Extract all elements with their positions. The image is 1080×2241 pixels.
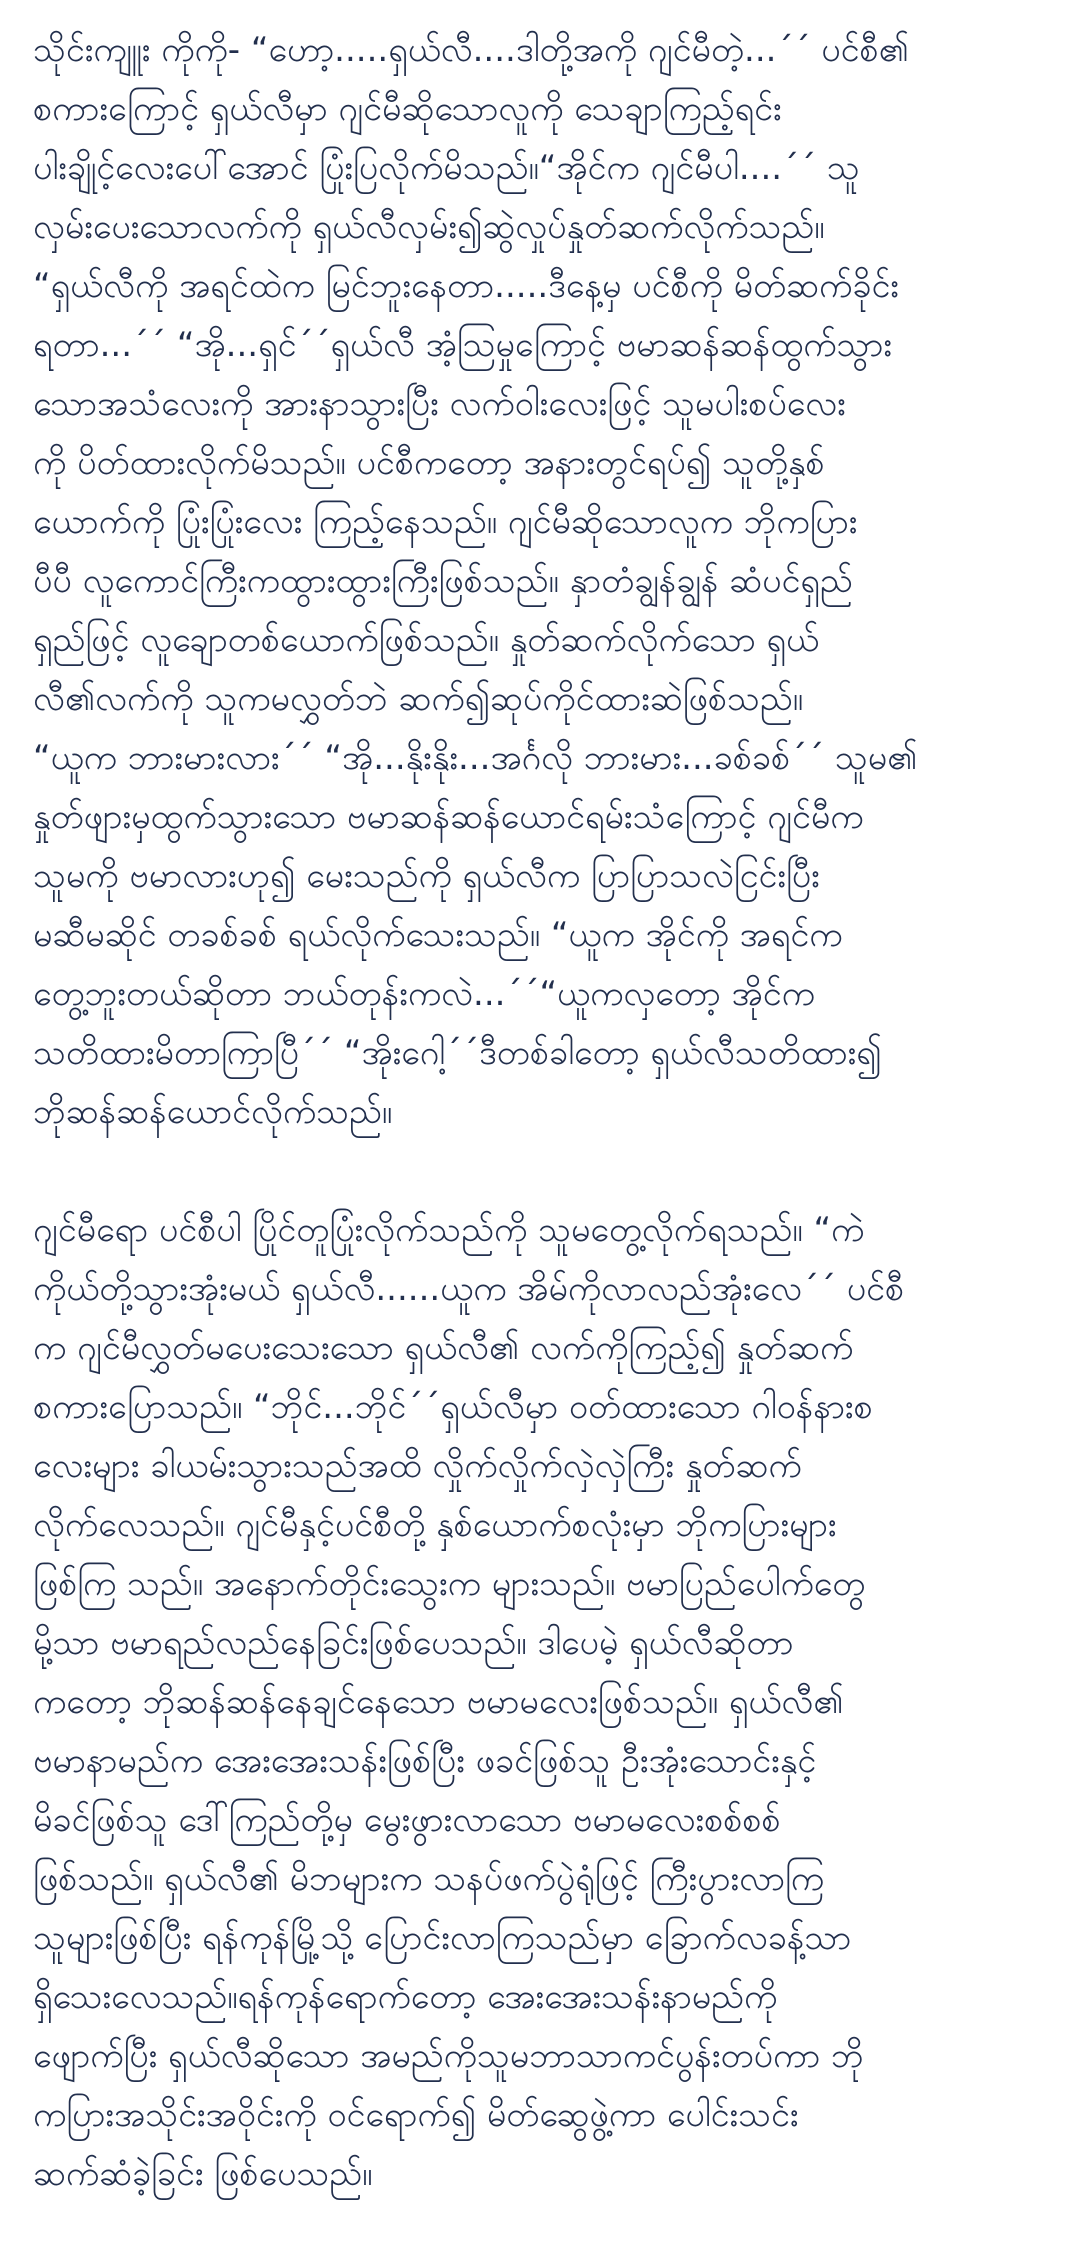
paragraph — [33, 1201, 1047, 2204]
text-line: လေးများ ခါယမ်းသွားသည်အထိ လှိုက်လှိုက်လှဲလှဲကြီး နှုတ်ဆက် — [33, 1446, 802, 1486]
text-line: မို့သာ ဗမာရည်လည်နေခြင်းဖြစ်ပေသည်။ ဒါပေမဲ့ ရှယ်လီဆိုတာ — [33, 1623, 794, 1663]
text-line: ဘိုဆန်ဆန်ယောင်လိုက်သည်။ — [33, 1092, 393, 1132]
text-line: ရှည်ဖြင့် လူချောတစ်ယောက်ဖြစ်သည်။ နှုတ်ဆက်လိုက်သော ရှယ် — [33, 620, 820, 660]
text-line: ကတော့ ဘိုဆန်ဆန်နေချင်နေသော ဗမာမလေးဖြစ်သည်။ ရှယ်လီ၏ — [33, 1682, 844, 1722]
text-line: မဆီမဆိုင် တခစ်ခစ် ရယ်လိုက်သေးသည်။ “ယူက အိုင်ကို အရင်က — [33, 915, 843, 955]
text-line: နှုတ်ဖျားမှထွက်သွားသော ဗမာဆန်ဆန်ယောင်ရမ်းသံကြောင့် ဂျင်မီက — [33, 797, 864, 837]
text-line: သူများဖြစ်ပြီး ရန်ကုန်မြို့သို့ ပြောင်းလာကြသည်မှာ ခြောက်လခန့်သာ — [33, 1918, 852, 1958]
text-line: လီ၏လက်ကို သူကမလွှတ်ဘဲ ဆက်၍ဆုပ်ကိုင်ထားဆဲဖြစ်သည်။ — [33, 679, 804, 719]
text-line: စကားပြောသည်။ “ဘိုင်...ဘိုင်´´ရှယ်လီမှာ ဝတ်ထားသော ဂါဝန်နားစ — [33, 1387, 873, 1427]
text-line: ရတာ...´´ “အို...ရှင်´´ရှယ်လီ အံ့သြမှုကြောင့် ဗမာဆန်ဆန်ထွက်သွား — [33, 325, 893, 365]
text-line: သောအသံလေးကို အားနာသွားပြီး လက်ဝါးလေးဖြင့် သူမပါးစပ်လေး — [33, 384, 846, 424]
text-line: သူမကို ဗမာလားဟု၍ မေးသည်ကို ရှယ်လီက ပြာပြာသလဲငြင်းပြီး — [33, 856, 820, 896]
text-line: ဖြစ်ကြ သည်။ အနောက်တိုင်းသွေးက များသည်။ ဗမာပြည်ပေါက်တွေ — [33, 1564, 866, 1604]
text-line: ဖြစ်သည်။ ရှယ်လီ၏ မိဘများက သနပ်ဖက်ပွဲရုံဖြင့် ကြီးပွားလာကြ — [33, 1859, 824, 1899]
paragraph — [33, 21, 1047, 1142]
text-line: ယောက်ကို ပြုံးပြုံးလေး ကြည့်နေသည်။ ဂျင်မီဆိုသောလူက ဘိုကပြား — [33, 502, 858, 542]
text-line: လှမ်းပေးသောလက်ကို ရှယ်လီလှမ်း၍ဆွဲလှုပ်နှုတ်ဆက်လိုက်သည်။ — [33, 207, 825, 247]
text-line: သတိထားမိတာကြာပြီ´´ “အိုးဂေါ့´´ဒီတစ်ခါတော့ ရှယ်လီသတိထား၍ — [33, 1033, 882, 1073]
text-line: ကို ပိတ်ထားလိုက်မိသည်။ ပင်စီကတော့ အနားတွင်ရပ်၍ သူတို့နှစ် — [33, 443, 825, 483]
text-line: ဗမာနာမည်က အေးအေးသန်းဖြစ်ပြီး ဖခင်ဖြစ်သူ ဦးအုံးသောင်းနှင့် — [33, 1741, 817, 1781]
text-line: သိုင်းကျူး ကိုကို- “ဟော့.....ရှယ်လီ....ဒါတို့အကို ဂျင်မီတဲ့...´´ ပင်စီ၏ — [33, 30, 909, 70]
article-body — [33, 21, 1047, 2204]
text-line: မိခင်ဖြစ်သူ ဒေါ်ကြည်တို့မှ မွေးဖွားလာသော ဗမာမလေးစစ်စစ် — [33, 1800, 781, 1840]
text-line: ဖျောက်ပြီး ရှယ်လီဆိုသော အမည်ကိုသူမဘာသာကင်ပွန်းတပ်ကာ ဘို — [33, 2036, 864, 2076]
text-line: ကိုယ်တို့သွားအုံးမယ် ရှယ်လီ......ယူက အိမ်ကိုလာလည်အုံးလေ´´ ပင်စီ — [33, 1269, 905, 1309]
text-line: “ယူက ဘားမားလား´´ “အို...နိုးနိုး...အင်္ဂလို ဘားမား...ခစ်ခစ်´´ သူမ၏ — [33, 738, 918, 778]
text-line: ဆက်ဆံခဲ့ခြင်း ဖြစ်ပေသည်။ — [33, 2154, 373, 2194]
text-line: ပီပီ လူကောင်ကြီးကထွားထွားကြီးဖြစ်သည်။ နှာတံချွန်ချွန် ဆံပင်ရှည် — [33, 561, 853, 601]
text-line: ဂျင်မီရော ပင်စီပါ ပြိုင်တူပြုံးလိုက်သည်ကို သူမတွေ့လိုက်ရသည်။ “ကဲ — [33, 1210, 865, 1250]
text-line: ရှိသေးလေသည်။ရန်ကုန်ရောက်တော့ အေးအေးသန်းနာမည်ကို — [33, 1977, 778, 2017]
text-line: ပါးချိုင့်လေးပေါ်အောင် ပြုံးပြလိုက်မိသည်။“အိုင်က ဂျင်မီပါ....´´ သူ — [33, 148, 860, 188]
text-line: “ရှယ်လီကို အရင်ထဲက မြင်ဘူးနေတာ.....ဒီနေ့မှ ပင်စီကို မိတ်ဆက်ခိုင်း — [33, 266, 899, 306]
text-line: က ဂျင်မီလွှတ်မပေးသေးသော ရှယ်လီ၏ လက်ကိုကြည့်၍ နှုတ်ဆက် — [33, 1328, 854, 1368]
text-line: စကားကြောင့် ရှယ်လီမှာ ဂျင်မီဆိုသောလူကို သေချာကြည့်ရင်း — [33, 89, 782, 129]
text-line: ကပြားအသိုင်းအဝိုင်းကို ဝင်ရောက်၍ မိတ်ဆွေဖွဲ့ကာ ပေါင်းသင်း — [33, 2095, 799, 2135]
text-line: လိုက်လေသည်။ ဂျင်မီနှင့်ပင်စီတို့ နှစ်ယောက်စလုံးမှာ ဘိုကပြားများ — [33, 1505, 837, 1545]
text-line: တွေ့ဘူးတယ်ဆိုတာ ဘယ်တုန်းကလဲ...´´“ယူကလှတော့ အိုင်က — [33, 974, 815, 1014]
